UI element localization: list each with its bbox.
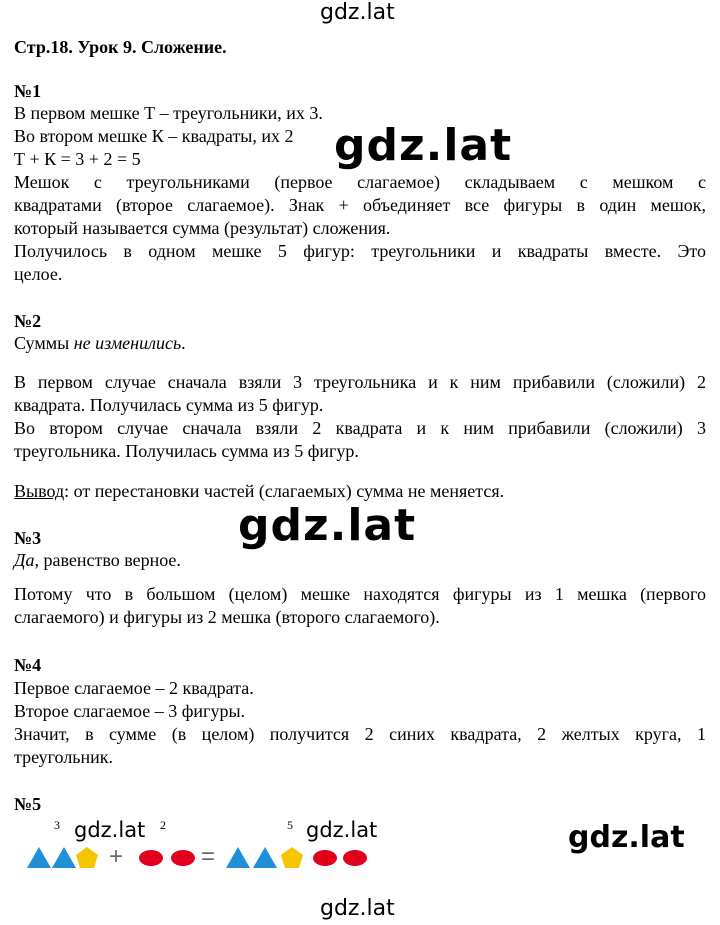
text: , равенство верное. — [34, 550, 181, 570]
triangle-icon — [27, 847, 51, 868]
task4-line: Значит, в сумме (в целом) получится 2 синих квадрата, 2 желтых круга, 1 — [14, 724, 706, 744]
task1-line: целое. — [14, 264, 63, 284]
watermark-small: gdz.lat — [74, 818, 146, 842]
task5-title: №5 — [14, 794, 42, 814]
task1-line: квадратами (второе слагаемое). Знак + объединяет все фигуры в один мешок, — [14, 195, 706, 215]
oval-icon — [313, 850, 337, 866]
superscript-5: 5 — [287, 818, 293, 832]
equals-sign: = — [201, 843, 216, 870]
task3-line: Потому что в большом (целом) мешке находятся фигуры из 1 мешка (первого — [14, 584, 706, 604]
task1-title: №1 — [14, 81, 42, 101]
task4-line: Второе слагаемое – 3 фигуры. — [14, 701, 246, 721]
text: : от перестановки частей (слагаемых) сумма не меняется. — [64, 481, 505, 501]
task2-line: треугольника. Получилась сумма из 5 фигур. — [14, 441, 359, 461]
watermark-large-1: gdz.lat — [334, 120, 513, 171]
task1-line: Т + К = 3 + 2 = 5 — [14, 149, 141, 169]
text: Суммы — [14, 333, 74, 353]
task4-line: Первое слагаемое – 2 квадрата. — [14, 678, 254, 698]
superscript-3: 3 — [54, 818, 60, 832]
watermark-small: gdz.lat — [306, 818, 378, 842]
page-title: Стр.18. Урок 9. Сложение. — [14, 37, 227, 57]
oval-icon — [171, 850, 195, 866]
triangle-icon — [253, 847, 277, 868]
conclusion-label: Вывод — [14, 481, 65, 501]
plus-sign: + — [109, 843, 124, 870]
text: . — [181, 333, 186, 353]
task2-line: Во втором случае сначала взяли 2 квадрата и к ним прибавили (сложили) 3 — [14, 418, 706, 438]
task1-line: Получилось в одном мешке 5 фигур: треугольники и квадраты вместе. Это — [14, 241, 706, 261]
italic-text: Да — [14, 550, 35, 570]
task2-line: В первом случае сначала взяли 3 треугольника и к ним прибавили (сложили) 2 — [14, 372, 706, 392]
watermark-bottom: gdz.lat — [320, 896, 395, 921]
task2-title: №2 — [14, 311, 42, 331]
task1-line: В первом мешке Т – треугольники, их 3. — [14, 103, 323, 123]
pentagon-icon — [281, 847, 303, 868]
task1-line: который называется сумма (результат) сложения. — [14, 218, 391, 238]
oval-icon — [139, 850, 163, 866]
task2-line: квадрата. Получилась сумма из 5 фигур. — [14, 395, 324, 415]
task3-line: слагаемого) и фигуры из 2 мешка (второго слагаемого). — [14, 607, 440, 627]
watermark-large-2: gdz.lat — [238, 500, 417, 551]
pentagon-icon — [76, 847, 98, 868]
task4-line: треугольник. — [14, 747, 114, 767]
triangle-icon — [226, 847, 250, 868]
superscript-2: 2 — [160, 818, 166, 832]
watermark-top: gdz.lat — [320, 0, 395, 25]
task1-line: Во втором мешке К – квадраты, их 2 — [14, 126, 294, 146]
oval-icon — [343, 850, 367, 866]
task4-title: №4 — [14, 655, 42, 675]
italic-text: не изменились — [73, 333, 182, 353]
task1-line: Мешок с треугольниками (первое слагаемое) складываем с мешком с — [14, 172, 706, 192]
watermark-right: gdz.lat — [568, 820, 685, 855]
triangle-icon — [52, 847, 76, 868]
task3-title: №3 — [14, 528, 42, 548]
